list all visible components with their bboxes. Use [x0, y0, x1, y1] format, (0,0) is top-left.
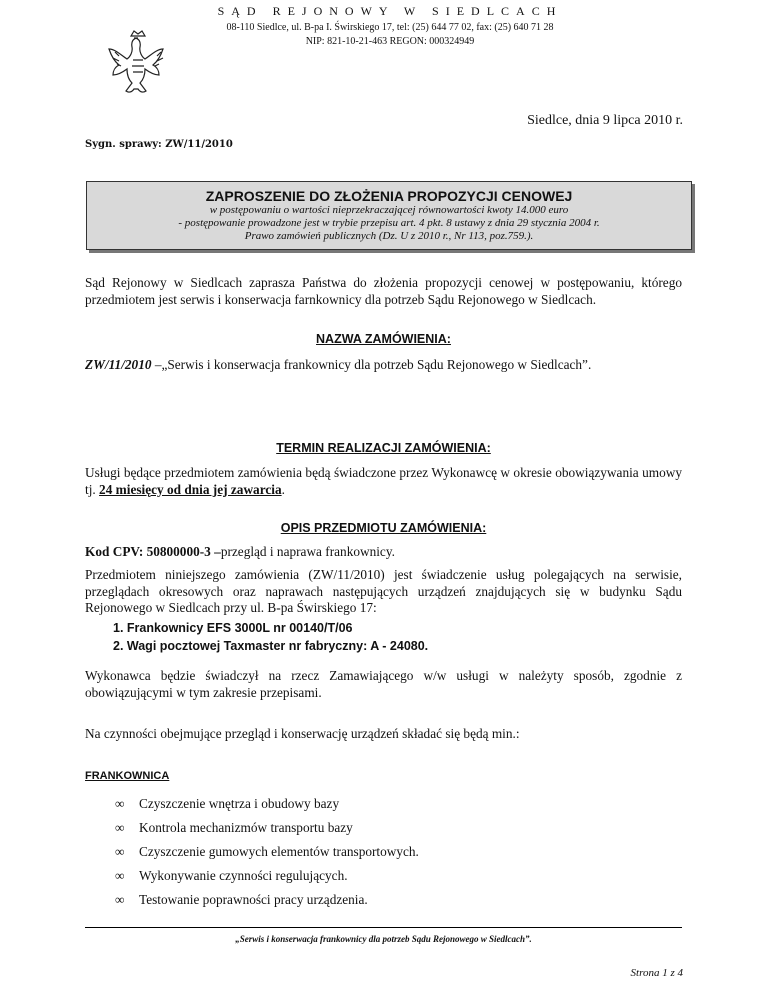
court-ids: NIP: 821-10-21-463 REGON: 000324949: [305, 36, 475, 47]
deadline-text: Usługi będące przedmiotem zamówienia będą świadczone przez Wykonawcę w okresie obowiązywania umowy tj.: [85, 465, 682, 497]
frankownica-heading: FRANKOWNICA: [85, 770, 170, 782]
bullet-icon: ∞: [115, 868, 125, 883]
bullet-icon: ∞: [115, 796, 125, 811]
cpv-text: przegląd i naprawa frankownicy.: [220, 544, 395, 559]
document-date: Siedlce, dnia 9 lipca 2010 r.: [527, 113, 683, 128]
deadline-paragraph: [85, 465, 682, 498]
order-code: ZW/11/2010: [85, 357, 152, 372]
invitation-title: ZAPROSZENIE DO ZŁOŻENIA PROPOZYCJI CENOWEJ: [205, 188, 573, 204]
case-reference: Sygn. sprawy: ZW/11/2010: [85, 139, 233, 150]
list-item: ∞ Kontrola mechanizmów transportu bazy: [115, 820, 353, 835]
description-heading: OPIS PRZEDMIOTU ZAMÓWIENIA:: [280, 521, 487, 535]
deadline-heading: TERMIN REALIZACJI ZAMÓWIENIA:: [276, 441, 491, 455]
deadline-end: .: [281, 481, 285, 497]
obligations-paragraph: Wykonawca będzie świadczył na rzecz Zamawiającego w/w usługi w należyty sposób, zgodnie z obowiązującymi w tym zakresie przepisami.: [85, 668, 682, 700]
list-item: ∞ Czyszczenie wnętrza i obudowy bazy: [115, 796, 340, 811]
bullet-icon: ∞: [115, 892, 125, 907]
box-line-1: w postępowaniu o wartości nieprzekraczającej równowartości kwoty 14.000 euro: [209, 204, 569, 216]
cpv-label: Kod CPV: 50800000-3 –: [85, 544, 221, 559]
description-paragraph: Przedmiotem niniejszego zamówienia (ZW/11/2010) jest świadczenie usług polegających na serwisie, przeglądach okresowych oraz naprawach następujących urządzeń znajdujących się w budynku Sądu Rejonowego w Siedlcach przy ul. B-pa Świrskiego 17:: [85, 567, 682, 615]
list-item: ∞ Wykonywanie czynności regulujących.: [115, 868, 348, 883]
intro-paragraph: Sąd Rejonowy w Siedlcach zaprasza Państwa do złożenia propozycji cenowej w postępowaniu, którego przedmiotem jest serwis i konserwacja farnkownicy dla potrzeb Sądu Rejonowego w Siedlcach.: [85, 275, 682, 307]
activities-intro: Na czynności obejmujące przegląd i konserwację urządzeń składać się będą min.:: [85, 726, 520, 741]
box-line-2: - postępowanie prowadzone jest w trybie przepisu art. 4 pkt. 8 ustawy z dnia 29 stycznia 2004 r.: [178, 217, 600, 229]
list-item-device-1: 1. Frankownicy EFS 3000L nr 00140/T/06: [113, 621, 353, 635]
list-item-device-2: 2. Wagi pocztowej Taxmaster nr fabryczny: A - 24080.: [113, 639, 429, 653]
order-name-line: [85, 357, 682, 374]
invitation-title-box: [86, 181, 692, 250]
court-address: 08-110 Siedlce, ul. B-pa I. Świrskiego 17, tel: (25) 644 77 02, fax: (25) 640 71 28: [226, 22, 554, 33]
footer-divider: [85, 927, 682, 928]
list-item: ∞ Testowanie poprawności pracy urządzenia.: [115, 892, 368, 907]
court-name: SĄD REJONOWY W SIEDLCACH: [217, 4, 563, 18]
order-title: –„Serwis i konserwacja frankownicy dla potrzeb Sądu Rejonowego w Siedlcach”.: [151, 357, 592, 372]
page-number: Strona 1 z 4: [630, 967, 683, 979]
list-item: ∞ Czyszczenie gumowych elementów transportowych.: [115, 844, 419, 859]
box-line-3: Prawo zamówień publicznych (Dz. U z 2010 r., Nr 113, poz.759.).: [244, 230, 534, 242]
order-name-heading: NAZWA ZAMÓWIENIA:: [316, 332, 451, 346]
bullet-icon: ∞: [115, 844, 125, 859]
cpv-line: [85, 544, 682, 561]
deadline-period: 24 miesięcy od dnia jej zawarcia: [99, 481, 282, 497]
bullet-icon: ∞: [115, 820, 125, 835]
footer-text: „Serwis i konserwacja frankownicy dla potrzeb Sądu Rejonowego w Siedlcach”.: [235, 934, 532, 944]
